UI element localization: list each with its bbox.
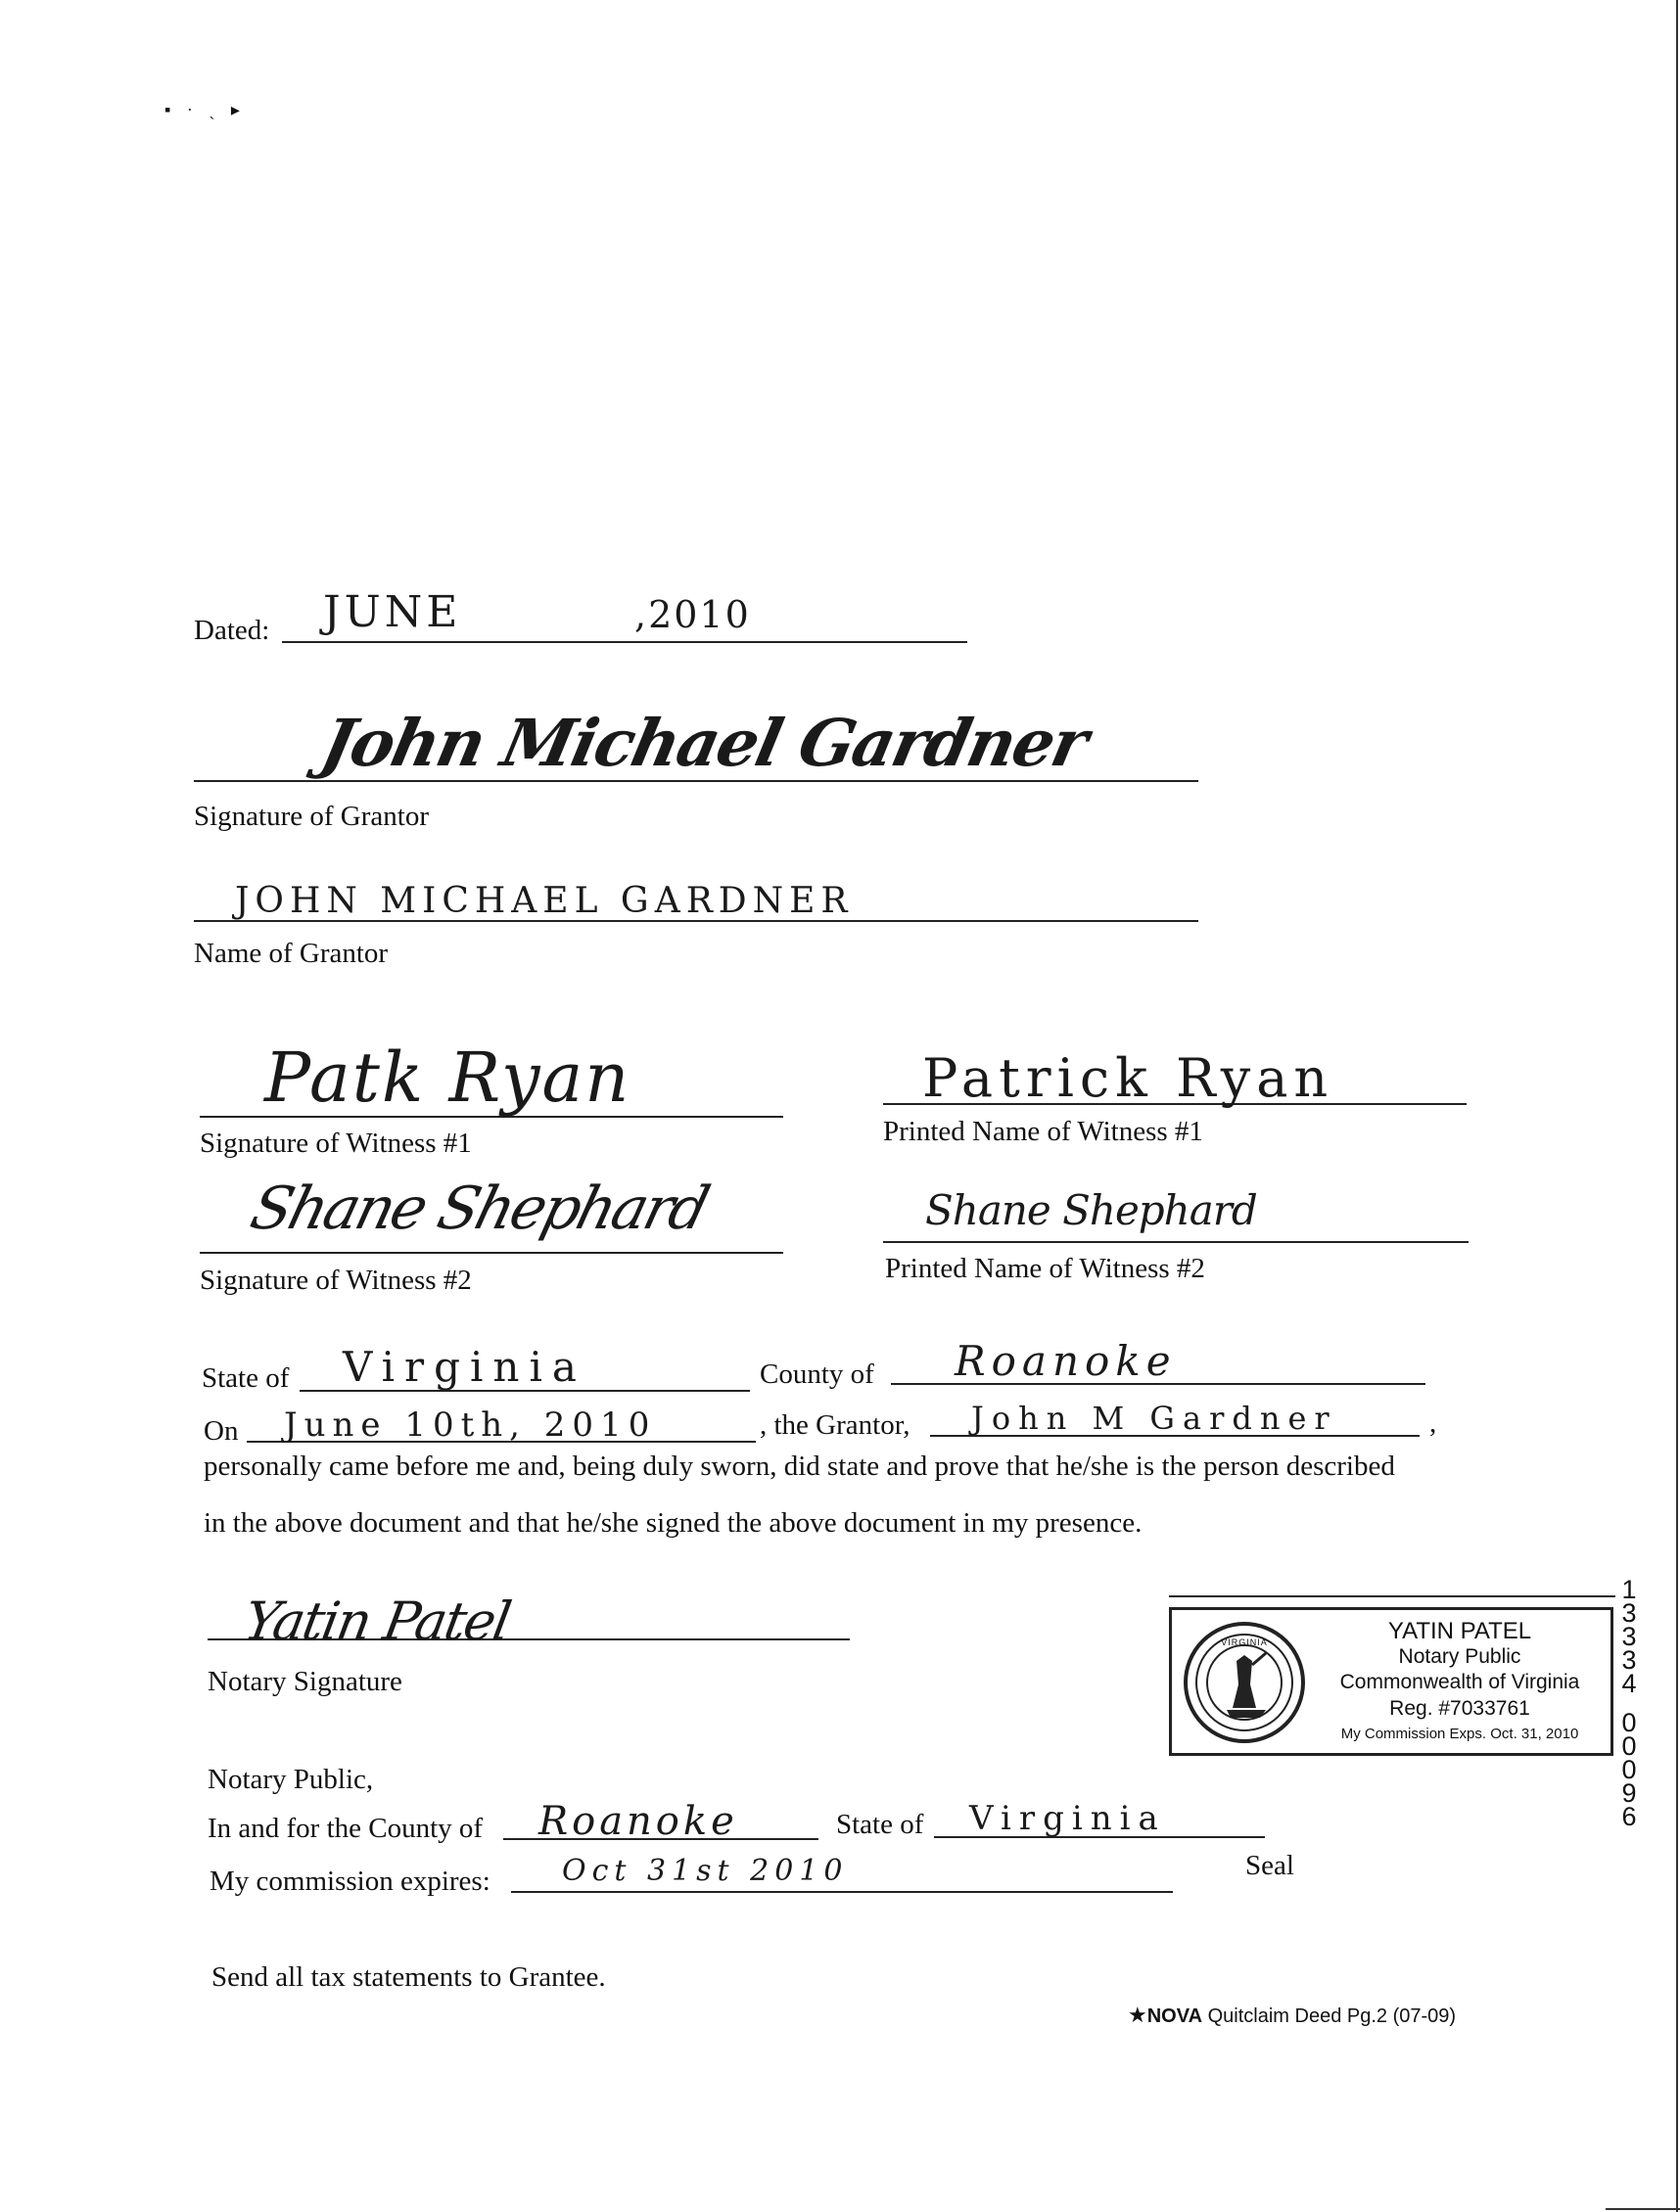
grantor-signature-label: Signature of Grantor: [194, 801, 429, 832]
witness1-printed-label: Printed Name of Witness #1: [883, 1116, 1203, 1147]
notary-expires-value: Oct 31st 2010: [562, 1854, 849, 1888]
notary-stamp-commonwealth: Commonwealth of Virginia: [1339, 1671, 1580, 1693]
file-number: [1617, 1575, 1641, 1831]
form-brand: NOVA: [1146, 2005, 1203, 2027]
tax-statement-note: Send all tax statements to Grantee.: [211, 1961, 606, 1993]
witness2-printed-line: [883, 1241, 1469, 1243]
file-number-digit: 3: [1621, 1645, 1637, 1675]
witness2-printed-label: Printed Name of Witness #2: [885, 1253, 1205, 1284]
notary-expires-line: [511, 1891, 1173, 1893]
notary-stamp: [1169, 1607, 1613, 1756]
notary-county-label: In and for the County of: [208, 1813, 484, 1844]
page-edge-bottom: [1606, 2208, 1680, 2210]
witness1-signature-label: Signature of Witness #1: [200, 1128, 472, 1159]
file-number-digit: 9: [1621, 1778, 1637, 1808]
form-identifier: [1128, 2003, 1456, 2028]
witness2-printed-name: Shane Shephard: [925, 1186, 1257, 1234]
ack-trailing-comma: ,: [1429, 1407, 1437, 1439]
ack-grantor-value: John M Gardner: [971, 1400, 1337, 1437]
ack-on-label: On: [204, 1415, 239, 1447]
witness2-signature-line: [200, 1252, 783, 1254]
notary-state-label: State of: [836, 1809, 924, 1840]
star-icon: ★: [1128, 2003, 1147, 2027]
notary-signature-label: Notary Signature: [208, 1666, 402, 1697]
ack-on-value: June 10th, 2010: [284, 1406, 657, 1445]
witness2-signature: Shane Shephard: [244, 1175, 714, 1243]
file-number-digit: 6: [1621, 1802, 1637, 1831]
witness2-signature-label: Signature of Witness #2: [200, 1265, 472, 1296]
dated-month: JUNE: [323, 587, 462, 637]
notary-signature: Yatin Patel: [239, 1590, 515, 1652]
file-number-digit: 3: [1621, 1598, 1637, 1628]
notary-stamp-top-rule: [1169, 1595, 1615, 1597]
form-name: Quitclaim Deed Pg.2 (07-09): [1202, 2005, 1457, 2027]
ack-state-value: Virginia: [343, 1343, 586, 1391]
ack-body-line1: personally came before me and, being duly sworn, did state and prove that he/she is the person described: [204, 1451, 1395, 1482]
file-number-digit: 1: [1621, 1575, 1637, 1604]
ack-county-label: County of: [760, 1359, 874, 1390]
notary-stamp-seal-text: VIRGINIA: [1221, 1637, 1268, 1647]
notary-stamp-name: YATIN PATEL: [1387, 1618, 1532, 1644]
ack-state-label: State of: [202, 1362, 290, 1394]
file-number-digit: 0: [1621, 1731, 1637, 1761]
notary-stamp-title: Notary Public: [1398, 1645, 1521, 1668]
grantor-name-label: Name of Grantor: [194, 938, 389, 969]
ack-body-line2: in the above document and that he/she signed the above document in my presence.: [204, 1507, 1143, 1539]
witness1-signature: Patk Ryan: [264, 1037, 631, 1118]
file-number-digit: 4: [1621, 1669, 1637, 1698]
scan-specks: ▪ · ˏ ▸: [164, 100, 246, 119]
notary-county-value: Roanoke: [538, 1799, 738, 1844]
page-edge-right: [1676, 0, 1678, 2212]
file-number-digit: 0: [1621, 1708, 1637, 1737]
notary-expires-label: My commission expires:: [210, 1866, 490, 1897]
dated-line: [282, 641, 967, 643]
witness1-printed-name: Patrick Ryan: [922, 1047, 1334, 1109]
notary-stamp-reg: Reg. #7033761: [1389, 1697, 1530, 1720]
notary-state-value: Virginia: [969, 1799, 1166, 1838]
dated-label: Dated:: [194, 615, 270, 646]
notary-stamp-seal: [1184, 1622, 1305, 1743]
dated-year: ,2010: [634, 593, 751, 636]
grantor-name: JOHN MICHAEL GARDNER: [235, 881, 854, 921]
file-number-digit: 0: [1621, 1755, 1637, 1784]
file-number-digit: 3: [1621, 1622, 1637, 1651]
ack-county-value: Roanoke: [955, 1337, 1177, 1385]
grantor-signature: John Michael Gardner: [314, 705, 1094, 781]
ack-grantor-label: , the Grantor,: [760, 1409, 910, 1441]
notary-stamp-expires: My Commission Exps. Oct. 31, 2010: [1340, 1726, 1579, 1742]
notary-seal-label: Seal: [1245, 1850, 1294, 1881]
notary-public-label: Notary Public,: [208, 1764, 374, 1795]
